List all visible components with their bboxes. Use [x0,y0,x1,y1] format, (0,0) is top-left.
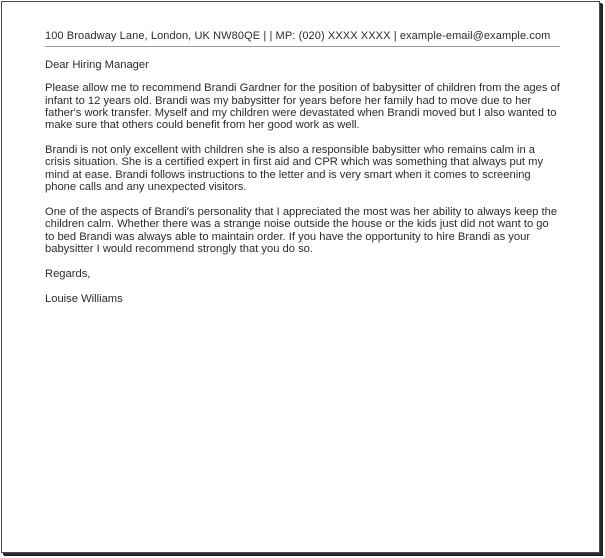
header-divider [45,46,560,47]
signature-name: Louise Williams [45,292,123,305]
contact-header: 100 Broadway Lane, London, UK NW80QE | | MP: (020) XXXX XXXX | example-email@example.com [45,30,551,42]
paragraph-2: Brandi is not only excellent with children she is also a responsible babysitter who remains calm in a crisis situation. She is a certified expert in first aid and CPR which was something that always put my mind at ease. Brandi follows instructions to the letter and is very smart when it comes to screening phone calls and any unexpected visitors. [45,144,544,194]
paragraph-1: Please allow me to recommend Brandi Gardner for the position of babysitter of children from the ages of infant to 12 years old. Brandi was my babysitter for years before her family had to move due to her father's work transfer. Myself and my children were devastated when Brandi moved but I also wanted to make sure that others could benefit from her good work as well. [45,82,560,132]
salutation: Dear Hiring Manager [45,59,149,71]
closing: Regards, [45,267,91,280]
letter-body [45,59,561,318]
paragraph-3: One of the aspects of Brandi's personality that I appreciated the most was her ability to always keep the children calm. Whether there was a strange noise outside the house or the kids just did not want to go to bed Brandi was always able to maintain order. If you have the opportunity to hire Brandi as your babysitter I would recommend strongly that you do so. [45,206,558,255]
